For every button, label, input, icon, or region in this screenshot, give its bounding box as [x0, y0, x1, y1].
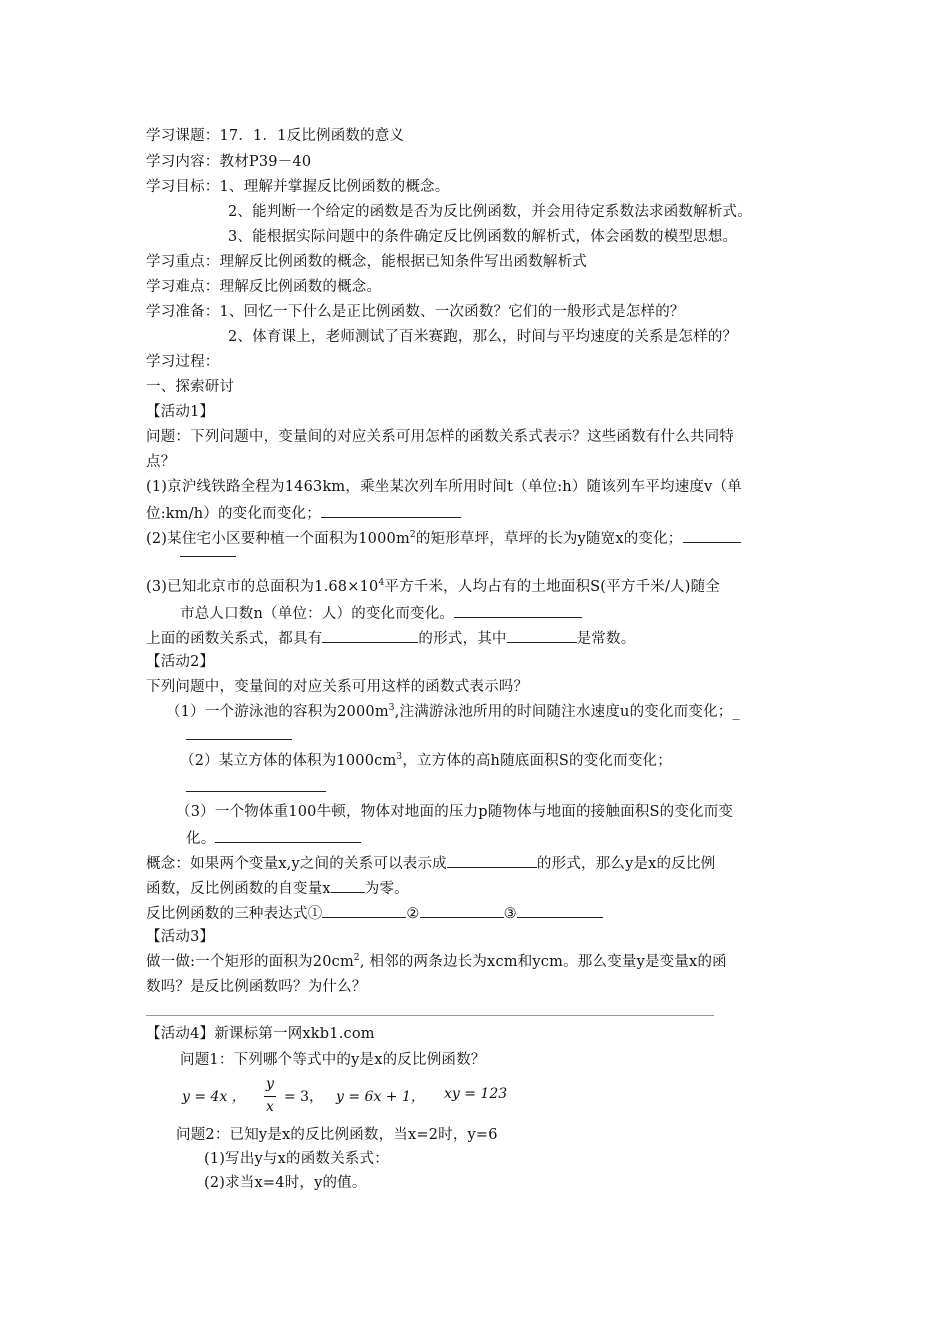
forms-text-c: ③: [503, 906, 517, 922]
a2-item2-text-a: （2）某立方体的体积为1000cm: [180, 753, 397, 769]
fraction-bar: [264, 1096, 276, 1097]
section-title: 一、探索研讨: [146, 379, 235, 395]
activity1-item3-l1: [146, 577, 720, 597]
activity4-q2-part1: (1)写出y与x的函数关系式：: [204, 1151, 389, 1167]
activity4-q2-part2: (2)求当x=4时，y的值。: [204, 1175, 367, 1191]
a3-text-b: , 相邻的两条边长为xcm和ycm。那么变量y是变量x的函: [359, 954, 727, 970]
activity2-item2: [180, 751, 672, 771]
answer-blank[interactable]: [447, 852, 537, 868]
a2-item1-text-b: ,注满游泳池所用的时间随注水速度u的变化而变化；_: [394, 704, 740, 720]
answer-blank[interactable]: [454, 602, 582, 618]
prep-label: 学习准备：: [146, 304, 220, 320]
prep-1: 1、回忆一下什么是正比例函数、一次函数？它们的一般形式是怎样的？: [219, 304, 685, 320]
concept-l2: [146, 877, 409, 899]
equation-1: y = 4x ，: [182, 1089, 246, 1105]
process-line: 学习过程：: [146, 354, 220, 370]
activity1-item3-l2: [180, 602, 582, 624]
item1-text: 位:km/h）的变化而变化；: [146, 506, 321, 522]
a2-item1-text-a: （1）一个游泳池的容积为2000m: [166, 704, 389, 720]
goal-3: 3、能根据实际问题中的条件确定反比例函数的解析式，体会函数的模型思想。: [228, 229, 738, 245]
item2-text-a: (2)某住宅小区要种植一个面积为1000m: [146, 531, 410, 547]
concept-text-a: 概念：如果两个变量x,y之间的关系可以表示成: [146, 856, 447, 872]
item3-text-a: (3)已知北京市的总面积为1.68×10: [146, 579, 379, 595]
answer-blank[interactable]: [420, 902, 504, 918]
concept-text-l2a: 函数，反比例函数的自变量x: [146, 881, 331, 897]
activity3-l1: [146, 952, 727, 972]
prep-2: 2、体育课上，老师测试了百米赛跑，那么，时间与平均速度的关系是怎样的？: [228, 329, 738, 345]
goal-1: 1、理解并掌握反比例函数的概念。: [219, 179, 450, 195]
a2-item3-text-l2: 化。: [186, 831, 216, 847]
equation-4: xy = 123: [444, 1086, 508, 1102]
prep-line: [146, 302, 685, 322]
goals-label: 学习目标：: [146, 179, 220, 195]
summary-text-b: 的形式，其中: [418, 631, 507, 647]
activity2-title: 【活动2】: [146, 654, 215, 670]
answer-blank[interactable]: [507, 627, 577, 643]
a2-item2-text-b: ，立方体的高h随底面积S的变化而变化；: [402, 753, 672, 769]
answer-blank[interactable]: [321, 502, 461, 518]
a3-text-a: 做一做:一个矩形的面积为20cm: [146, 954, 354, 970]
activity2-item3-l1: （3）一个物体重100牛顿，物体对地面的压力p随物体与地面的接触面积S的变化而变: [176, 804, 734, 820]
answer-blank-continued[interactable]: [180, 555, 236, 557]
superscript: 3: [396, 752, 403, 763]
activity1-summary: [146, 627, 635, 649]
goal-2: 2、能判断一个给定的函数是否为反比例函数，并会用待定系数法求函数解析式。: [228, 204, 752, 220]
activity4-title: 【活动4】新课标第一网xkb1.com: [146, 1026, 375, 1042]
activity1-question-l2: 点？: [146, 454, 176, 470]
activity4-q1: 问题1：下列哪个等式中的y是x的反比例函数？: [180, 1052, 486, 1068]
activity2-question: 下列问题中，变量间的对应关系可用这样的函数式表示吗？: [146, 679, 529, 695]
concept-text-b: 的形式，那么y是x的反比例: [536, 856, 716, 872]
fraction-numerator: y: [266, 1076, 274, 1092]
forms-text-b: ②: [406, 906, 420, 922]
difficulty-line: 学习难点：理解反比例函数的概念。: [146, 279, 382, 295]
divider: [146, 1015, 714, 1016]
activity1-item2: [146, 527, 741, 549]
item3-text-l2: 市总人口数n（单位：人）的变化而变化。: [180, 606, 455, 622]
answer-blank[interactable]: [186, 738, 292, 740]
item3-text-b: 平方千米，人均占有的土地面积S(平方千米/人)随全: [384, 579, 721, 595]
answer-blank[interactable]: [683, 527, 741, 543]
activity2-item1: [166, 702, 740, 722]
answer-blank[interactable]: [322, 902, 406, 918]
answer-blank[interactable]: [215, 827, 361, 843]
answer-blank[interactable]: [322, 627, 418, 643]
answer-blank[interactable]: [331, 877, 365, 893]
topic-line: 学习课题：17．1．1反比例函数的意义: [146, 128, 405, 144]
activity3-title: 【活动3】: [146, 929, 215, 945]
answer-blank[interactable]: [186, 790, 326, 792]
content-line: 学习内容：教材P39－40: [146, 154, 312, 170]
forms-line: [146, 902, 603, 924]
superscript: 2: [353, 953, 360, 964]
summary-text-a: 上面的函数关系式，都具有: [146, 631, 323, 647]
forms-text-a: 反比例函数的三种表达式①: [146, 906, 323, 922]
superscript: 4: [378, 578, 385, 589]
activity1-question-l1: 问题：下列问题中，变量间的对应关系可用怎样的函数关系式表示？这些函数有什么共同特: [146, 429, 734, 445]
activity3-l2: 数吗？是反比例函数吗？为什么？: [146, 979, 367, 995]
activity1-title: 【活动1】: [146, 404, 215, 420]
activity2-item3-l2: [186, 827, 361, 849]
equation-3: y = 6x + 1，: [336, 1089, 425, 1105]
concept-text-l2b: 为零。: [364, 881, 409, 897]
summary-text-c: 是常数。: [576, 631, 636, 647]
superscript: 3: [388, 703, 395, 714]
activity1-item1-l2: [146, 502, 461, 524]
activity1-item1-l1: (1)京沪线铁路全程为1463km，乘坐某次列车所用时间t（单位:h）随该列车平均速度v（单: [146, 479, 742, 495]
goals-line: [146, 177, 449, 197]
answer-blank[interactable]: [517, 902, 603, 918]
item2-text-b: 的矩形草坪，草坪的长为y随宽x的变化；: [415, 531, 683, 547]
activity4-q2: 问题2：已知y是x的反比例函数，当x=2时，y=6: [176, 1127, 498, 1143]
equation-2-rest: = 3，: [284, 1089, 324, 1105]
fraction-denominator: x: [266, 1099, 274, 1115]
superscript: 2: [409, 530, 416, 541]
concept-l1: [146, 852, 715, 874]
key-point-line: 学习重点：理解反比例函数的概念，能根据已知条件写出函数解析式: [146, 254, 587, 270]
